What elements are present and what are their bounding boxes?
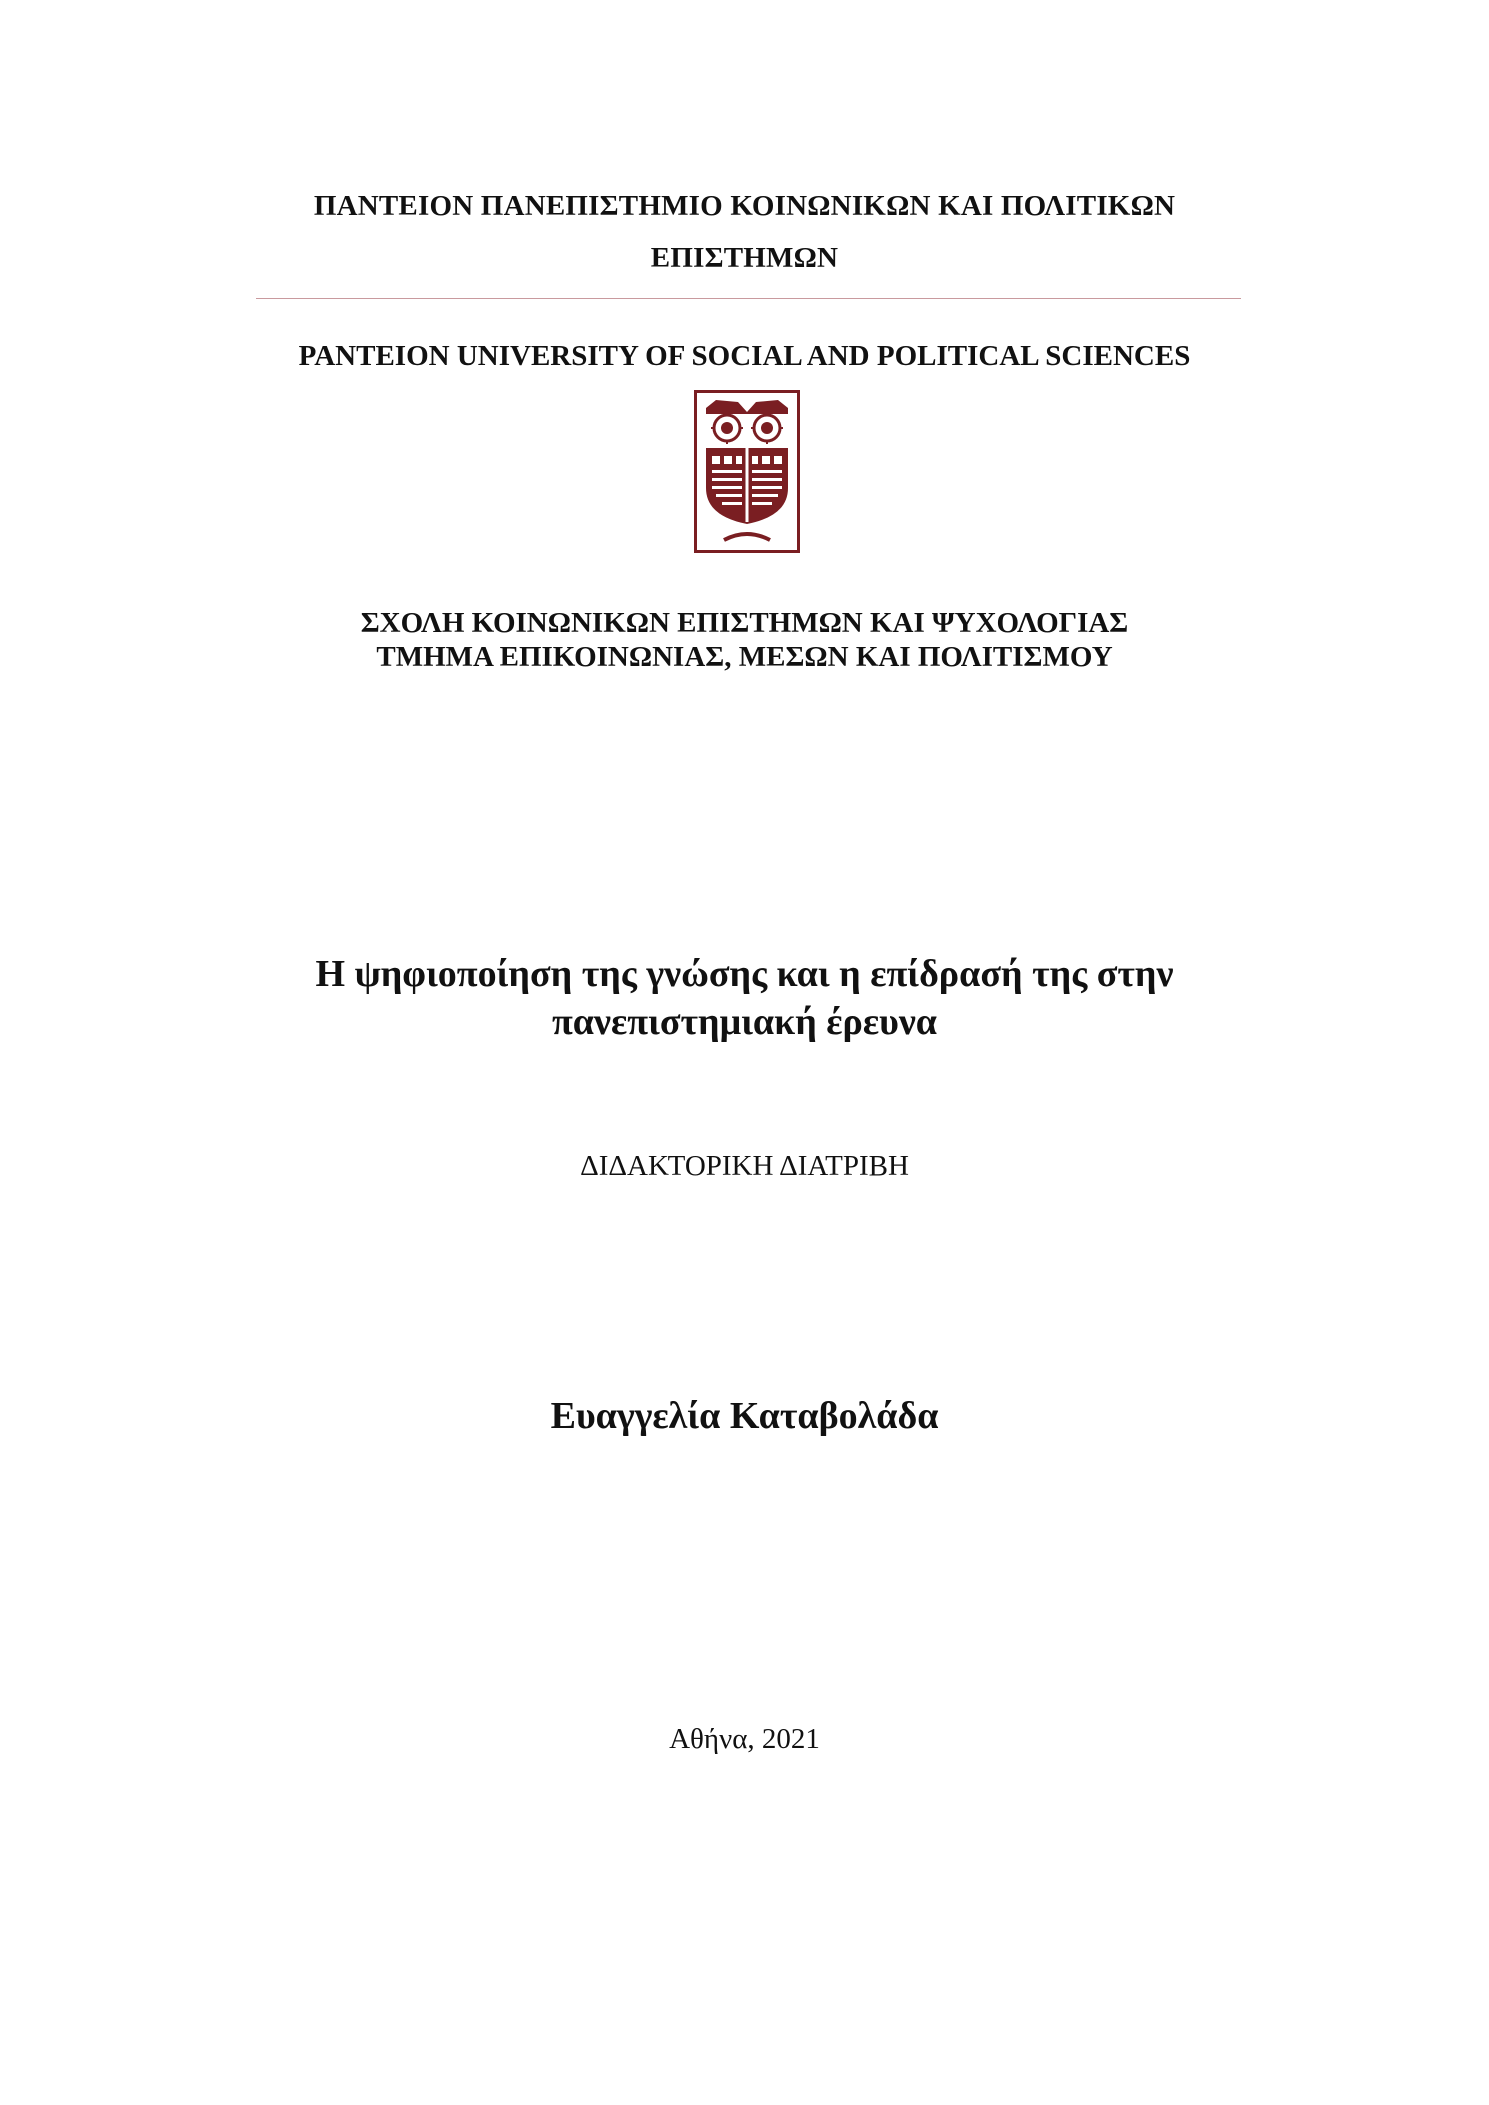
university-name-greek [0, 180, 1489, 284]
thesis-title-line2: πανεπιστημιακή έρευνα [551, 1001, 938, 1043]
thesis-title [0, 950, 1489, 1046]
school-department [0, 606, 1489, 674]
university-name-english: PANTEION UNIVERSITY OF SOCIAL AND POLITICAL SCIENCES [298, 340, 1191, 372]
author-name: Ευαγγελία Καταβολάδα [550, 1395, 939, 1437]
faculty-name: ΣΧΟΛΗ ΚΟΙΝΩΝΙΚΩΝ ΕΠΙΣΤΗΜΩΝ ΚΑΙ ΨΥΧΟΛΟΓΙΑΣ [360, 607, 1129, 639]
university-name-greek-line2: ΕΠΙΣΤΗΜΩΝ [650, 242, 839, 274]
university-name-greek-line1: ΠΑΝΤΕΙΟΝ ΠΑΝΕΠΙΣΤΗΜΙΟ ΚΟΙΝΩΝΙΚΩΝ ΚΑΙ ΠΟΛΙΤΙΚΩΝ [313, 190, 1176, 222]
document-type: ΔΙΔΑΚΤΟΡΙΚΗ ΔΙΑΤΡΙΒΗ [580, 1150, 909, 1182]
department-name: ΤΜΗΜΑ ΕΠΙΚΟΙΝΩΝΙΑΣ, ΜΕΣΩΝ ΚΑΙ ΠΟΛΙΤΙΣΜΟΥ [376, 641, 1113, 673]
place-and-date: Αθήνα, 2021 [669, 1723, 820, 1755]
university-seal-icon [694, 390, 800, 553]
thesis-title-line1: Η ψηφιοποίηση της γνώσης και η επίδρασή της στην [315, 953, 1174, 995]
header-divider [256, 298, 1241, 299]
